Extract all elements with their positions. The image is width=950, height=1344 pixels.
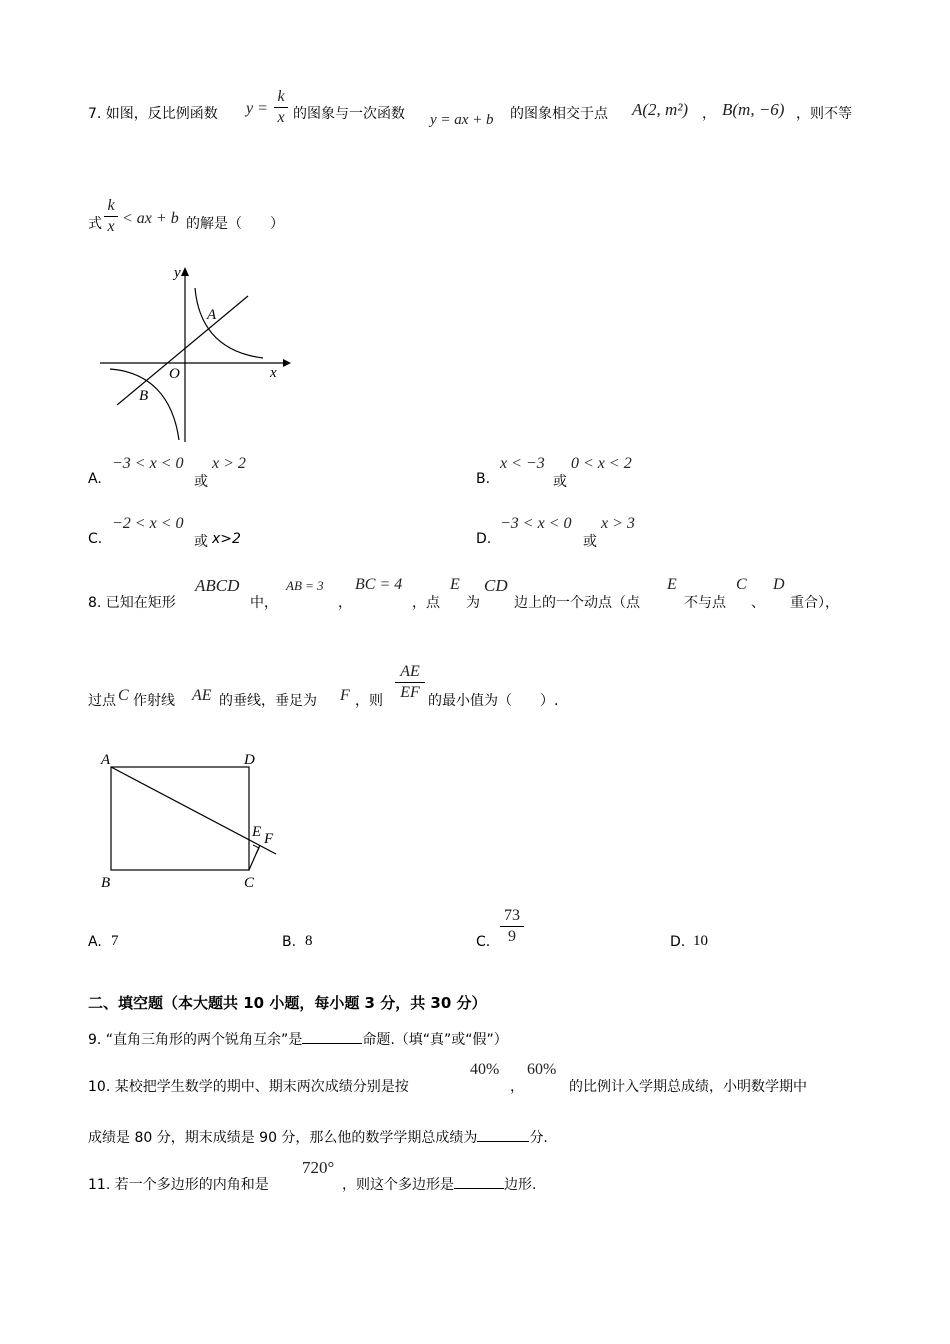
- q7-prefix: 7. 如图，反比例函数: [88, 106, 218, 122]
- q8-d: D: [773, 576, 785, 593]
- q8-option-b-letter: B.: [282, 934, 297, 950]
- q7-option-a-right: x > 2: [212, 455, 246, 472]
- linear-function-line: [117, 296, 248, 405]
- q10-line2: [88, 1127, 548, 1147]
- q8-t8: 重合），: [790, 595, 839, 611]
- rectangle-abcd: [111, 767, 249, 870]
- q10-blank: [477, 1141, 529, 1142]
- q8-line2-d: ，则: [355, 693, 383, 709]
- graph-label-b: B: [139, 388, 149, 404]
- q8-t6: 不与点: [684, 595, 726, 611]
- q8-bc: BC = 4: [355, 576, 403, 593]
- q11-a: 11. 若一个多边形的内角和是: [88, 1177, 269, 1193]
- q7-option-d-left: −3 < x < 0: [500, 515, 572, 532]
- q7-point-a: A(2, m²): [632, 100, 689, 119]
- q7-option-b-or: 或: [553, 474, 567, 490]
- q8-rect: ABCD: [195, 576, 240, 595]
- q7-option-b-letter: B.: [476, 471, 491, 487]
- q8-t2: ，: [338, 595, 352, 611]
- y-axis-arrow-icon: [181, 267, 189, 276]
- q8-line2-a: 过点: [88, 693, 116, 709]
- q7-option-d-letter: D.: [476, 531, 492, 547]
- q7-option-b-right: 0 < x < 2: [571, 455, 632, 472]
- q8-ab: AB = 3: [286, 578, 324, 593]
- q7-option-a-letter: A.: [88, 471, 102, 487]
- q7-line1-end: ，则不等: [796, 106, 852, 122]
- q8-line2-e: 的最小值为（ ）.: [428, 693, 559, 709]
- q9-text-a: 9. “直角三角形的两个锐角互余”是: [88, 1032, 303, 1048]
- q8-e: E: [450, 576, 460, 593]
- q7-option-a-or: 或: [194, 474, 208, 490]
- q10-comma: ，: [510, 1079, 524, 1095]
- q11-angle: 720°: [302, 1158, 335, 1177]
- fig-label-d: D: [244, 752, 255, 768]
- q10-b: 的比例计入学期总成绩，小明数学期中: [569, 1079, 807, 1095]
- q8-option-c-letter: C.: [476, 934, 491, 950]
- q10-p2: 60%: [527, 1061, 557, 1078]
- q8-line2-ae: AE: [192, 687, 212, 704]
- q11-b: ，则这个多边形是: [342, 1177, 454, 1193]
- x-axis-arrow-icon: [283, 359, 291, 367]
- q7-line2-prefix: 式: [88, 216, 102, 232]
- q8-line2-b: 作射线: [133, 693, 175, 709]
- q8-option-d-value: 10: [693, 933, 708, 949]
- q7-func1-fraction: k x: [274, 88, 288, 127]
- q11-rest: [342, 1174, 536, 1194]
- q8-option-a-letter: A.: [88, 934, 102, 950]
- q10-a: 10. 某校把学生数学的期中、期末两次成绩分别是按: [88, 1079, 409, 1095]
- q7-ineq-fraction: k x: [104, 197, 118, 236]
- q8-line2-c: C: [118, 687, 129, 704]
- q8-option-d-letter: D.: [670, 934, 686, 950]
- q8-fraction: AE EF: [395, 663, 425, 702]
- ray-ae: [111, 767, 276, 854]
- q9-text-b: 命题.（填“真”或“假”）: [362, 1032, 508, 1048]
- q11-c: 边形.: [504, 1177, 537, 1193]
- q7-ineq-rest: < ax + b: [122, 210, 179, 227]
- q7-func2: y = ax + b: [430, 112, 494, 128]
- q8-line2-f: F: [340, 687, 350, 704]
- q8-t3: ，点: [412, 595, 440, 611]
- fig-label-b: B: [101, 875, 111, 891]
- q7-line2-end: 的解是（ ）: [186, 216, 284, 232]
- fig-label-c: C: [244, 875, 255, 891]
- q9-blank: [302, 1043, 362, 1044]
- q10-line2-a: 成绩是 80 分，期末成绩是 90 分，那么他的数学学期总成绩为: [88, 1130, 478, 1146]
- q7-option-d-or: 或: [583, 534, 597, 550]
- section-2-title: 二、填空题（本大题共 10 小题，每小题 3 分，共 30 分）: [88, 994, 487, 1012]
- q8-t5: 边上的一个动点（点: [514, 595, 640, 611]
- q7-option-c-letter: C.: [88, 531, 103, 547]
- q8-prefix: 8. 已知在矩形: [88, 595, 176, 611]
- q7-point-b: B(m, −6): [722, 100, 785, 119]
- q10-p1: 40%: [470, 1061, 500, 1078]
- q7-comma: ，: [702, 106, 716, 122]
- q7-option-c-or: 或: [194, 534, 208, 550]
- q8-t1: 中，: [250, 595, 278, 611]
- q7-option-b-left: x < −3: [500, 455, 545, 472]
- q7-mid: 的图象与一次函数: [293, 106, 405, 122]
- fig-label-e: E: [252, 824, 262, 840]
- graph-label-x: x: [270, 365, 277, 381]
- graph-label-o: O: [169, 366, 180, 382]
- q8-figure: [95, 748, 295, 894]
- q7-option-a-left: −3 < x < 0: [112, 455, 184, 472]
- q10-line2-b: 分.: [529, 1130, 548, 1146]
- q8-option-b-value: 8: [305, 933, 313, 949]
- fig-label-a: A: [101, 752, 111, 768]
- q8-cd: CD: [484, 576, 508, 595]
- q8-t7: 、: [751, 595, 765, 611]
- graph-label-y: y: [174, 265, 181, 281]
- q7-graph: [95, 262, 295, 447]
- question-9: [88, 1029, 508, 1049]
- q8-e2: E: [667, 576, 677, 593]
- q7-func1: y =: [246, 100, 268, 117]
- graph-label-a: A: [207, 307, 217, 323]
- fig-label-f: F: [264, 831, 274, 847]
- q11-blank: [454, 1188, 504, 1189]
- q8-t4: 为: [466, 595, 480, 611]
- q7-option-c-left: −2 < x < 0: [112, 515, 184, 532]
- q8-option-a-value: 7: [111, 933, 119, 949]
- q7-mid2: 的图象相交于点: [510, 106, 608, 122]
- q7-option-c-right: x>2: [212, 531, 241, 547]
- q8-option-c-fraction: 73 9: [500, 907, 524, 946]
- q7-option-d-right: x > 3: [601, 515, 635, 532]
- hyperbola-branch-1: [195, 288, 263, 358]
- q8-c: C: [736, 576, 747, 593]
- q8-line2-c2: 的垂线，垂足为: [219, 693, 317, 709]
